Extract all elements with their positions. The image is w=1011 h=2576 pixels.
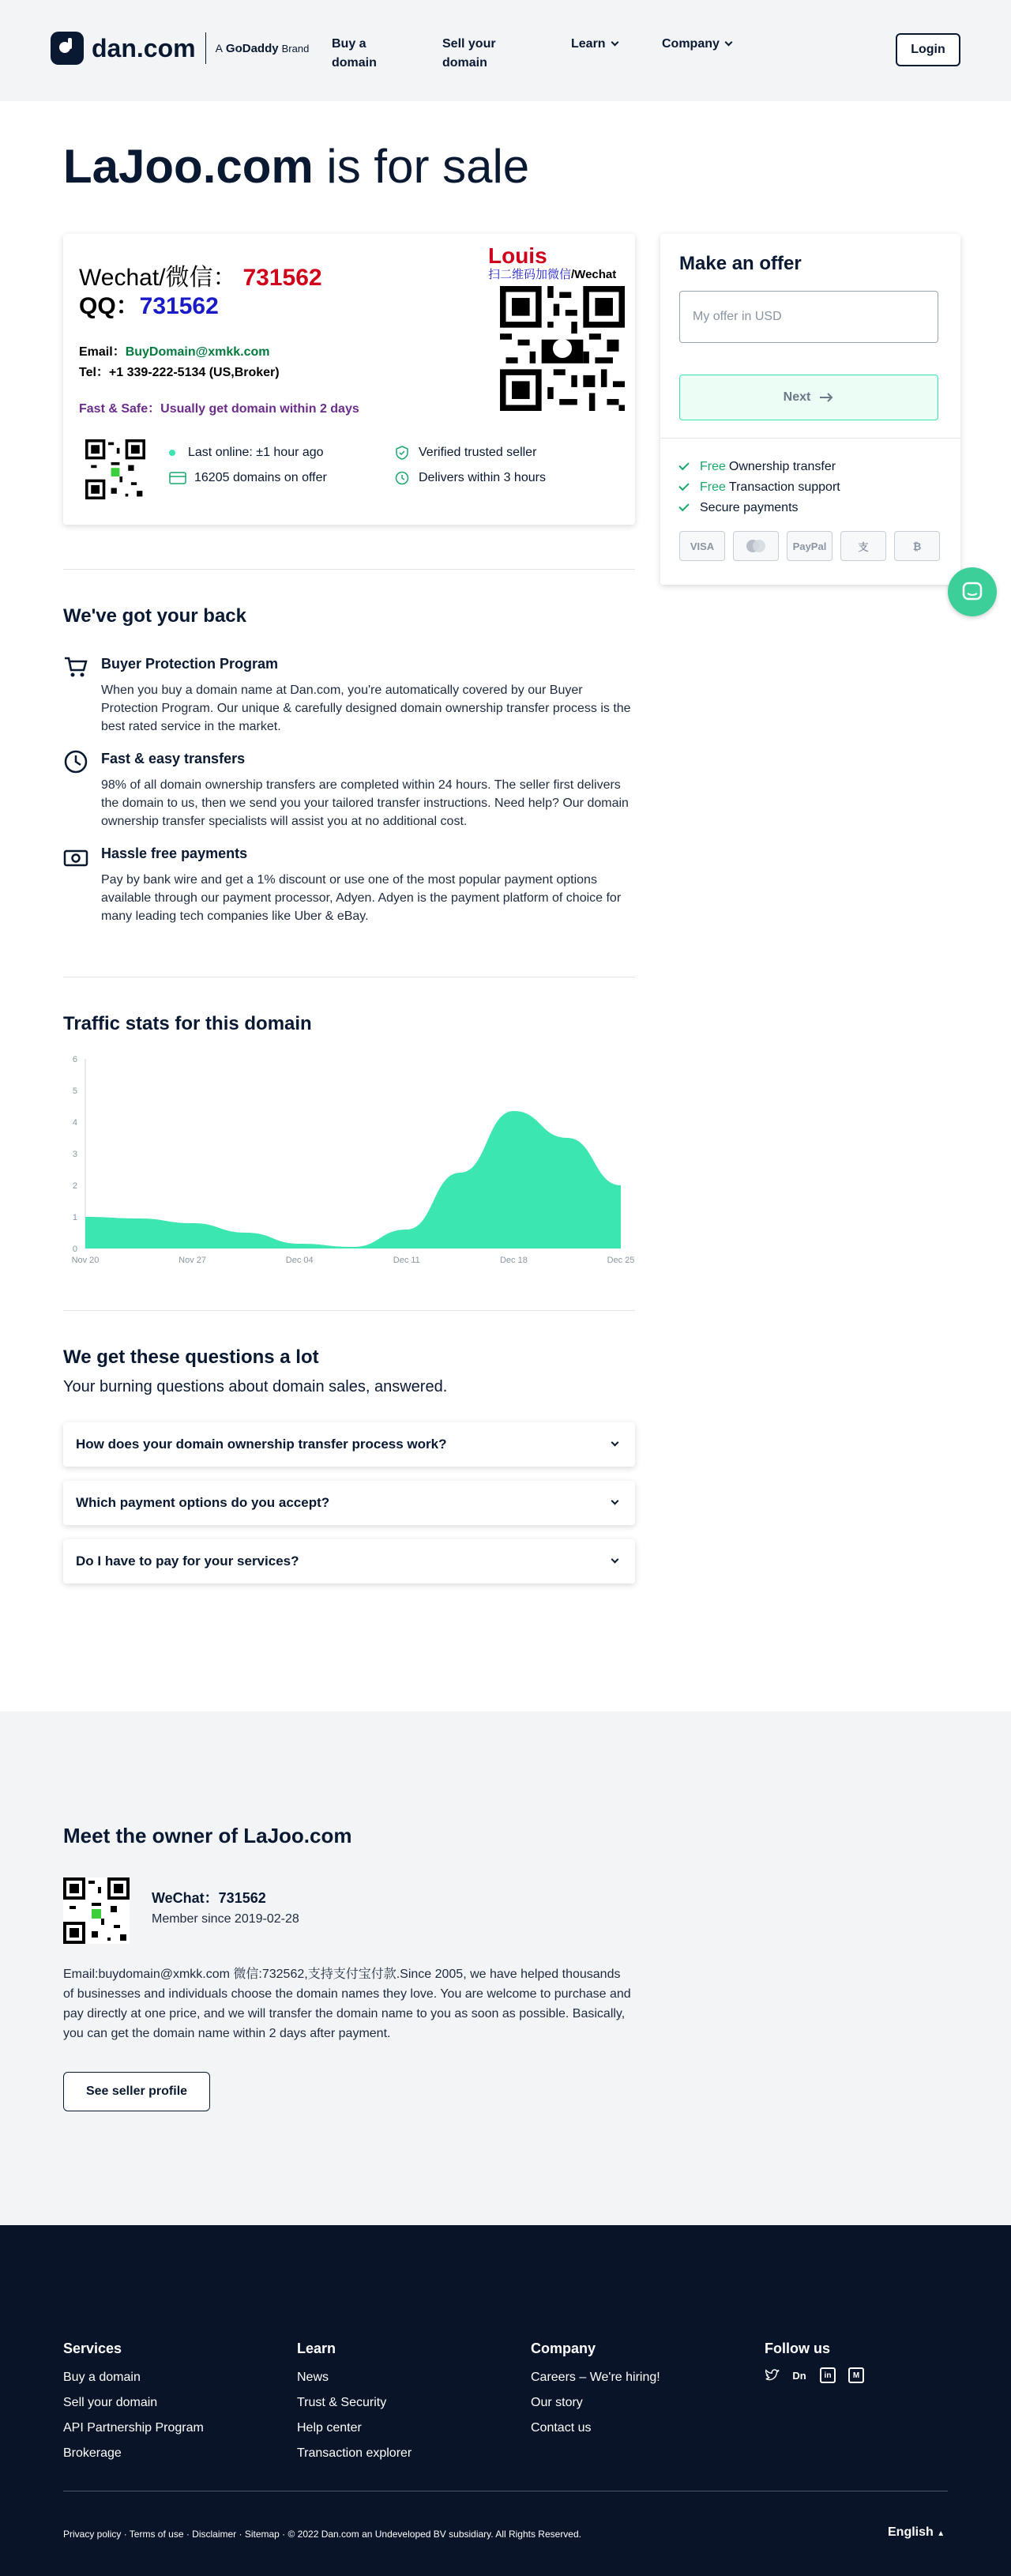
verified-text: Verified trusted seller [419, 446, 537, 459]
feature-text-transfers: 98% of all domain ownership transfers are completed within 24 hours. The seller first delivers the domain to us, then we send you your tailored transfer instructions. Need help? Our domain ownership transfer specialists will assist you at no additional cost. [101, 778, 629, 828]
check-icon [678, 480, 689, 490]
y-tick-label: 4 [72, 1118, 77, 1128]
alipay-icon: 支 [840, 531, 886, 561]
clock-icon [63, 749, 88, 774]
domain-name: LaJoo.com [63, 140, 314, 193]
benefit-support [679, 480, 840, 495]
y-tick-label: 3 [72, 1150, 77, 1159]
nav-company-label: Company [662, 37, 720, 51]
nav-buy-domain[interactable] [332, 35, 377, 73]
clock-refresh-icon [393, 471, 411, 485]
check-icon [678, 459, 689, 469]
faq-subtitle: Your burning questions about domain sales, answered. [63, 1378, 448, 1395]
faq-item-fees[interactable] [63, 1539, 635, 1584]
nav-sell-line1: Sell your [442, 37, 496, 51]
y-tick-label: 2 [72, 1181, 77, 1191]
verified-seller [393, 446, 536, 460]
offer-input[interactable]: My offer in USD [679, 291, 938, 343]
benefit-3-text: Secure payments [700, 501, 799, 514]
ad-fast-safe: Fast & Safe：Usually get domain within 2 days [79, 402, 359, 416]
mastercard-circles-icon [744, 538, 768, 554]
godaddy-brand: GoDaddy [225, 41, 279, 55]
domains-text: 16205 domains on offer [194, 471, 327, 484]
section-divider [63, 1310, 635, 1311]
domains-icon [169, 471, 186, 485]
ad-qq-label: QQ： [79, 293, 140, 319]
y-tick-label: 5 [72, 1087, 77, 1096]
paypal-icon: PayPal [787, 531, 832, 561]
x-tick-label: Nov 20 [71, 1256, 100, 1265]
offer-divider [660, 438, 960, 439]
footer-link[interactable]: API Partnership Program [63, 2421, 204, 2435]
benefit-2-text: Transaction support [728, 480, 840, 494]
login-button[interactable]: Login [896, 33, 960, 66]
x-tick-label: Dec 18 [499, 1256, 528, 1265]
delivers-text: Delivers within 3 hours [419, 471, 546, 484]
language-label: English [888, 2525, 934, 2539]
chat-bubble-icon [960, 580, 984, 604]
x-tick-label: Dec 04 [285, 1256, 314, 1265]
ad-tel: Tel：+1 339-222-5134 (US,Broker) [79, 366, 280, 379]
footer-link[interactable]: Buy a domain [63, 2371, 141, 2384]
next-label: Next [783, 390, 811, 404]
last-online-text: Last online: ±1 hour ago [188, 446, 324, 459]
dan-logo-icon [51, 32, 84, 65]
offer-title: Make an offer [679, 253, 802, 274]
chevron-down-icon [611, 1439, 619, 1447]
chevron-down-icon [611, 1556, 619, 1564]
footer-link[interactable]: Our story [531, 2396, 583, 2409]
faq-question-2: Which payment options do you accept? [76, 1495, 330, 1510]
title-suffix: is for sale [326, 140, 530, 193]
nav-buy-line2: domain [332, 56, 377, 70]
ad-wechat-label: Wechat/微信： [79, 265, 237, 291]
feature-title-buyer-protection: Buyer Protection Program [101, 656, 279, 672]
x-tick-label: Nov 27 [179, 1256, 207, 1265]
last-online [164, 446, 324, 460]
nav-learn-label: Learn [571, 37, 606, 51]
ad-email-value: BuyDomain@xmkk.com [125, 345, 270, 359]
ad-qq [79, 286, 219, 321]
nav-company[interactable] [662, 35, 731, 54]
brand-suffix: Brand [281, 42, 310, 55]
traffic-title: Traffic stats for this domain [63, 1013, 312, 1034]
benefit-ownership [679, 460, 836, 474]
footer-learn-title: Learn [297, 2341, 336, 2356]
section-divider [63, 569, 635, 570]
ad-scan-en: /Wechat [571, 268, 617, 281]
feature-text-payments: Pay by bank wire and get a 1% discount or use one of the most popular payment options available through our payment processor, Adyen. Adyen is the payment platform of choice for many leading tech companies like Uber & eBay. [101, 873, 622, 923]
footer-link[interactable]: Sell your domain [63, 2396, 158, 2409]
dribbble-icon[interactable]: Dn [792, 2369, 806, 2382]
ad-scan-cn: 扫二维码加微信 [488, 268, 572, 281]
money-icon [63, 845, 88, 871]
x-tick-label: Dec 25 [607, 1256, 635, 1265]
chevron-down-icon [611, 39, 618, 47]
linkedin-icon[interactable]: in [820, 2367, 836, 2383]
caret-up-icon: ▲ [937, 2529, 945, 2538]
footer-link[interactable]: Help center [297, 2421, 362, 2435]
owner-member-since: Member since 2019-02-28 [152, 1912, 299, 1926]
footer-link[interactable]: Careers – We're hiring! [531, 2371, 660, 2384]
feature-title-payments: Hassle free payments [101, 845, 248, 861]
ad-qq-number: 731562 [139, 293, 219, 319]
chat-button[interactable] [948, 567, 997, 616]
site-footer [0, 2225, 1011, 2576]
back-title: We've got your back [63, 605, 246, 627]
faq-item-transfer[interactable] [63, 1422, 635, 1467]
online-dot-icon [169, 450, 175, 456]
y-tick-label: 0 [72, 1245, 77, 1254]
ad-wechat-number: 731562 [242, 265, 322, 291]
logo-text: dan.com [92, 33, 196, 62]
logo-divider [205, 32, 206, 64]
seller-ad-card [63, 234, 635, 525]
make-offer-card [660, 234, 960, 585]
delivery-time [393, 471, 546, 485]
footer-legal[interactable]: Privacy policy · Terms of use · Disclaimer · Sitemap · © 2022 Dan.com an Undeveloped BV subsidiary. All Rights Reserved. [63, 2529, 581, 2540]
ad-scan-text [488, 266, 616, 282]
feature-text-buyer-protection: When you buy a domain name at Dan.com, you're automatically covered by our Buyer Protection Program. Our unique & carefully designed domain ownership transfer process is the best rated service in the market. [101, 684, 631, 733]
y-tick-label: 1 [72, 1213, 77, 1222]
owner-section [0, 1712, 1011, 2225]
traffic-area-series [85, 1111, 621, 1248]
benefit-1-text: Ownership transfer [728, 460, 836, 473]
faq-item-payment[interactable] [63, 1481, 635, 1525]
dan-logo[interactable] [51, 32, 309, 65]
footer-link[interactable]: News [297, 2371, 329, 2384]
nav-sell-domain[interactable] [442, 35, 496, 73]
shopping-cart-icon [63, 654, 88, 680]
chevron-down-icon [724, 39, 732, 47]
next-button[interactable] [679, 375, 938, 420]
seller-qr-code-icon [85, 439, 145, 499]
twitter-icon[interactable] [765, 2367, 780, 2383]
ad-louis: Louis [488, 243, 547, 268]
mastercard-icon [733, 531, 779, 561]
free-label: Free [700, 460, 726, 473]
nav-buy-line1: Buy a [332, 37, 366, 51]
free-label: Free [700, 480, 726, 494]
faq-question-1: How does your domain ownership transfer process work? [76, 1437, 447, 1452]
footer-link[interactable]: Brokerage [63, 2446, 122, 2460]
footer-company-title: Company [531, 2341, 596, 2356]
benefit-secure [679, 501, 799, 515]
owner-bio: Email:buydomain@xmkk.com 微信:732562,支持支付宝付款.Since 2005, we have helped thousands of businesses and individuals choose the domain names they love. You are welcome to purchase and pay directly at one price, and we will transfer the domain name to you as soon as possible. Basically, you can get the domain name within 2 days after payment. [63, 1968, 631, 2040]
ad-email [79, 341, 269, 360]
traffic-chart [63, 1051, 640, 1272]
faq-title: We get these questions a lot [63, 1346, 319, 1368]
y-tick-label: 6 [72, 1055, 77, 1064]
domains-on-offer [169, 471, 327, 485]
footer-link[interactable]: Contact us [531, 2421, 592, 2435]
see-seller-profile-button[interactable]: See seller profile [63, 2072, 210, 2111]
owner-avatar-qr-icon [63, 1877, 130, 1944]
language-selector[interactable] [888, 2525, 945, 2540]
check-icon [678, 500, 689, 510]
nav-learn[interactable] [571, 35, 618, 54]
arrow-right-icon [818, 392, 834, 403]
site-header [0, 0, 1011, 101]
owner-name: WeChat：731562 [152, 1890, 266, 1906]
x-tick-label: Dec 11 [393, 1256, 420, 1265]
footer-services-title: Services [63, 2341, 122, 2356]
nav-sell-line2: domain [442, 56, 487, 70]
ad-email-label: Email： [79, 345, 126, 359]
shield-icon [393, 446, 411, 460]
wechat-qr-code-icon [496, 286, 629, 411]
chevron-down-icon [611, 1497, 619, 1505]
page-title [63, 139, 529, 194]
footer-link[interactable]: Transaction explorer [297, 2446, 412, 2460]
footer-link[interactable]: Trust & Security [297, 2396, 387, 2409]
footer-follow-title: Follow us [765, 2341, 830, 2356]
bitcoin-icon: ₿ [894, 531, 940, 561]
brand-prefix: A [215, 42, 223, 55]
owner-title: Meet the owner of LaJoo.com [63, 1824, 352, 1847]
faq-question-3: Do I have to pay for your services? [76, 1554, 299, 1569]
medium-icon[interactable]: M [848, 2367, 864, 2383]
visa-icon: VISA [679, 531, 725, 561]
feature-title-transfers: Fast & easy transfers [101, 751, 246, 766]
